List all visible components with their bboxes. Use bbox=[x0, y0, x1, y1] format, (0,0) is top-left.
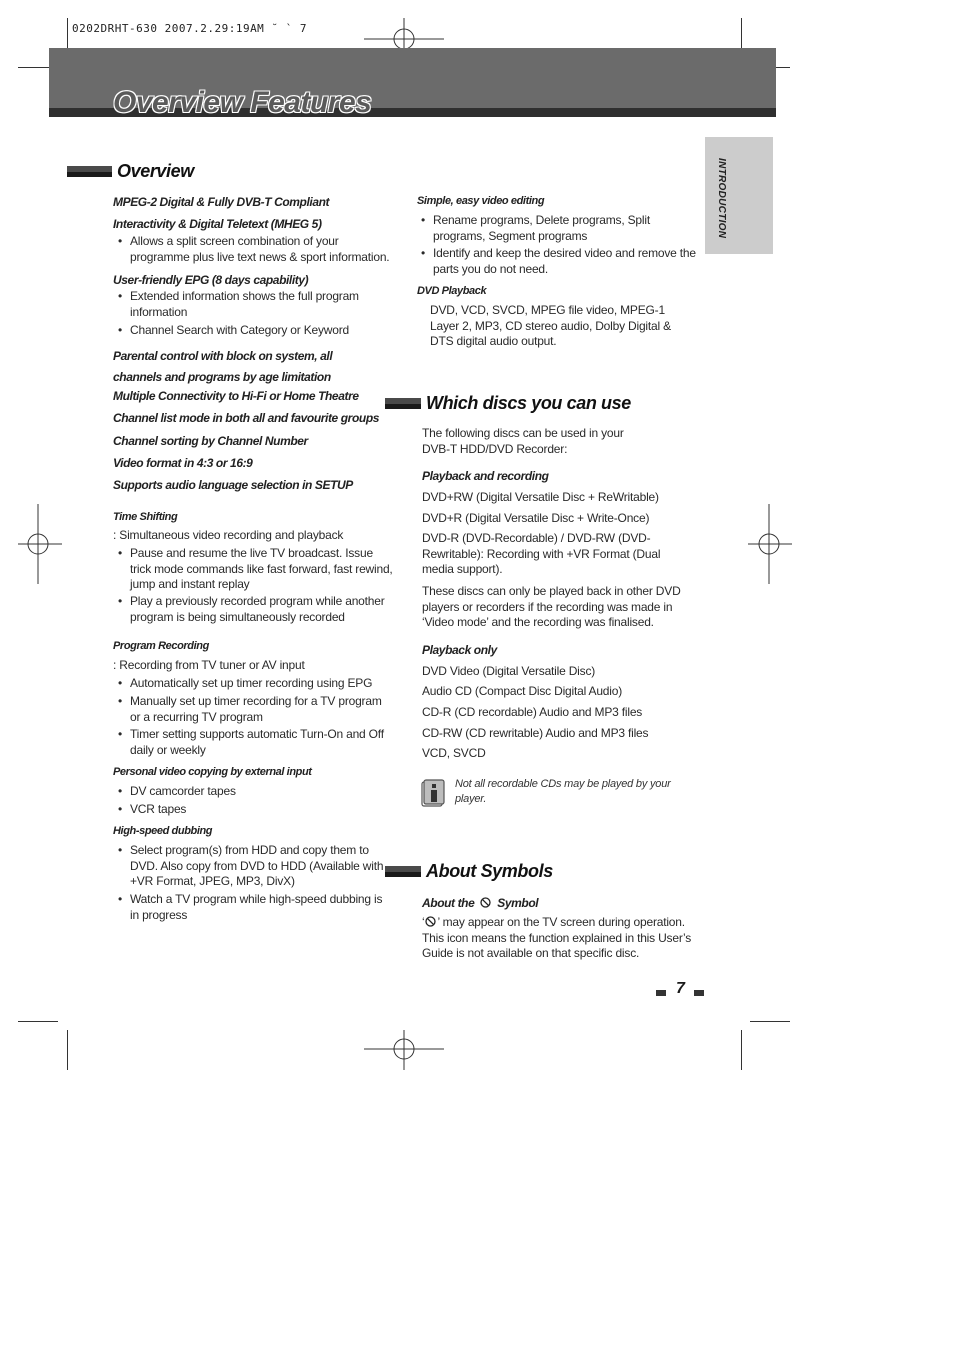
list-item: • Pause and resume the live TV broadcast. Issue trick mode commands like fast forward, fast rewind, jump and instant replay bbox=[118, 546, 396, 593]
time-shifting-intro: : Simultaneous video recording and playback bbox=[113, 528, 344, 542]
feature-interactivity: Interactivity & Digital Teletext (MHEG 5) bbox=[113, 217, 322, 231]
list-item: DVD+RW (Digital Versatile Disc + ReWritable) bbox=[422, 490, 659, 504]
info-note-icon bbox=[421, 779, 445, 807]
list-item: • Extended information shows the full program information bbox=[118, 289, 375, 320]
playback-recording-title: Playback and recording bbox=[422, 469, 549, 483]
feature-channel-list: Channel list mode in both all and favourite groups bbox=[113, 411, 380, 425]
list-item: DVD+R (Digital Versatile Disc + Write-Once) bbox=[422, 511, 650, 525]
symbol-quote-open: ‘ bbox=[422, 915, 425, 929]
time-shifting-title: Time Shifting bbox=[113, 511, 178, 523]
symbols-title: About Symbols bbox=[426, 861, 553, 881]
print-slug: 0202DRHT-630 2007.2.29:19AM ˘ ` 7 bbox=[72, 22, 308, 35]
heading-bar-icon bbox=[385, 866, 421, 877]
dvd-playback-title: DVD Playback bbox=[417, 285, 487, 297]
list-item: • Automatically set up timer recording using EPG bbox=[118, 676, 392, 692]
feature-audio-lang: Supports audio language selection in SETUP bbox=[113, 478, 353, 492]
heading-bar-icon bbox=[67, 166, 112, 177]
copying-title: Personal video copying by external input bbox=[113, 766, 312, 778]
crop-mark bbox=[741, 1030, 742, 1070]
registration-mark-icon bbox=[748, 504, 792, 584]
list-item: • Identify and keep the desired video and remove the parts you do not need. bbox=[421, 246, 705, 277]
page-number: 7 bbox=[676, 980, 685, 997]
overview-heading bbox=[67, 161, 194, 182]
section-tab-label: INTRODUCTION bbox=[716, 158, 727, 239]
list-item: • Manually set up timer recording for a TV program or a recurring TV program bbox=[118, 694, 392, 725]
feature-epg: User-friendly EPG (8 days capability) bbox=[113, 273, 309, 287]
crop-mark bbox=[750, 1021, 790, 1022]
about-symbol-title bbox=[422, 896, 538, 910]
list-item: • Play a previously recorded program while another program is being simultaneously recorded bbox=[118, 594, 392, 625]
list-item: • Allows a split screen combination of your programme plus live text news & sport information. bbox=[118, 234, 392, 265]
list-item: • VCR tapes bbox=[118, 802, 392, 818]
page-title: Overview Features bbox=[113, 86, 372, 119]
list-item: CD-RW (CD rewritable) Audio and MP3 files bbox=[422, 726, 649, 740]
symbol-description: ’ may appear on the TV screen during operation. This icon means the function explained in this User’s Guide is not available on that specific disc. bbox=[422, 915, 692, 960]
discs-intro: The following discs can be used in your DVB-T HDD/DVD Recorder: bbox=[422, 426, 624, 456]
overview-title: Overview bbox=[117, 161, 194, 181]
playback-only-title: Playback only bbox=[422, 643, 497, 657]
heading-bar-icon bbox=[385, 398, 421, 409]
symbols-heading bbox=[385, 861, 553, 882]
feature-parental: Parental control with block on system, all channels and programs by age limitation bbox=[113, 349, 333, 384]
list-item: • Select program(s) from HDD and copy them to DVD. Also copy from DVD to HDD (Available with +VR Format, JPEG, MP3, DivX) bbox=[118, 843, 390, 890]
list-item: DVD-R (DVD-Recordable) / DVD-RW (DVD-Rewritable): Recording with +VR Format (Dual media support). bbox=[422, 531, 661, 576]
list-item: • Rename programs, Delete programs, Split programs, Segment programs bbox=[421, 213, 705, 244]
feature-video-format: Video format in 4:3 or 16:9 bbox=[113, 456, 253, 470]
feature-connectivity: Multiple Connectivity to Hi-Fi or Home Theatre bbox=[113, 389, 359, 403]
prohibited-icon bbox=[425, 916, 436, 927]
list-item: CD-R (CD recordable) Audio and MP3 files bbox=[422, 705, 643, 719]
list-item: • Timer setting supports automatic Turn-On and Off daily or weekly bbox=[118, 727, 392, 758]
dvd-playback-text: DVD, VCD, SVCD, MPEG file video, MPEG-1 Layer 2, MP3, CD stereo audio, Dolby Digital & DTS digital audio output. bbox=[430, 303, 671, 348]
list-item: • Channel Search with Category or Keyword bbox=[118, 323, 392, 339]
list-item: These discs can only be played back in other DVD players or recorders if the recording was made in ‘Video mode’ and the recording was finalised. bbox=[422, 584, 681, 629]
editing-title: Simple, easy video editing bbox=[417, 195, 545, 207]
registration-mark-icon bbox=[364, 1030, 444, 1070]
list-item: VCD, SVCD bbox=[422, 746, 486, 760]
crop-mark bbox=[18, 1021, 58, 1022]
crop-mark bbox=[67, 1030, 68, 1070]
discs-title: Which discs you can use bbox=[426, 393, 631, 413]
about-suffix: Symbol bbox=[497, 896, 539, 910]
discs-heading bbox=[385, 393, 631, 414]
page-marker-right bbox=[694, 990, 704, 996]
prohibited-icon bbox=[480, 897, 491, 908]
program-recording-intro: : Recording from TV tuner or AV input bbox=[113, 658, 305, 672]
feature-mpeg: MPEG-2 Digital & Fully DVB-T Compliant bbox=[113, 195, 330, 209]
about-prefix: About the bbox=[422, 896, 475, 910]
feature-channel-sort: Channel sorting by Channel Number bbox=[113, 434, 308, 448]
list-item: DVD Video (Digital Versatile Disc) bbox=[422, 664, 596, 678]
symbol-text bbox=[422, 915, 694, 962]
note-text: Not all recordable CDs may be played by your player. bbox=[455, 778, 671, 805]
list-item: • DV camcorder tapes bbox=[118, 784, 392, 800]
page-marker-left bbox=[656, 990, 666, 996]
dubbing-title: High-speed dubbing bbox=[113, 825, 213, 837]
program-recording-title: Program Recording bbox=[113, 640, 209, 652]
list-item: Audio CD (Compact Disc Digital Audio) bbox=[422, 684, 623, 698]
list-item: • Watch a TV program while high-speed dubbing is in progress bbox=[118, 892, 392, 923]
registration-mark-icon bbox=[18, 504, 62, 584]
